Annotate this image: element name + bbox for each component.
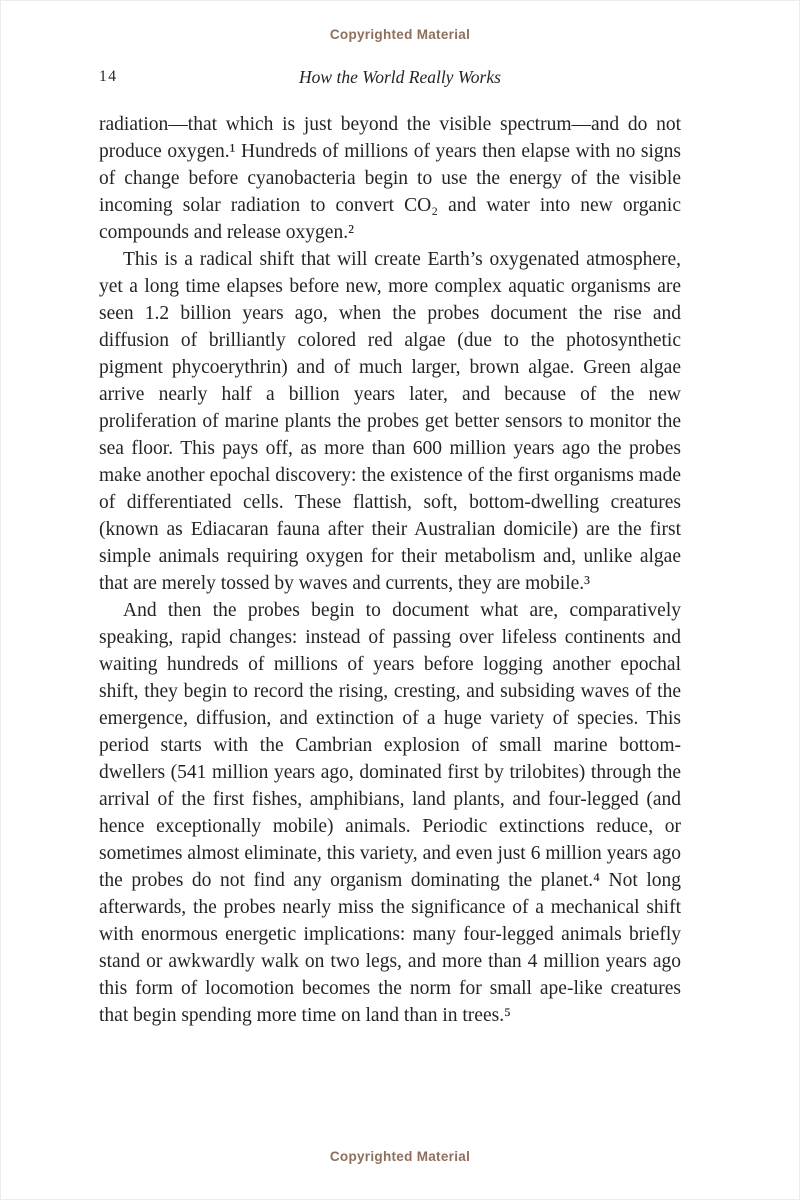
copyright-notice-top: Copyrighted Material xyxy=(329,27,471,42)
running-head-title: How the World Really Works xyxy=(299,67,501,87)
copyright-notice-bottom: Copyrighted Material xyxy=(329,1149,471,1164)
page-number: 14 xyxy=(99,68,118,85)
paragraph-3: And then the probes begin to document what are, comparatively speaking, rapid changes: instead of passing over lifeless continents and waiting hundreds of millions of years before logging another epochal shift, they begin to record the rising, cresting, and subsiding waves of the emergence, diffusion, and extinction of a huge variety of species. This period starts with the Cambrian explosion of small marine bottom-dwellers (541 million years ago, dominated first by trilobites) through the arrival of the first fishes, amphibians, land plants, and four-legged (and hence exceptionally mobile) animals. Periodic extinctions reduce, or sometimes almost eliminate, this variety, and even just 6 million years ago the probes do not find any organism dominating the planet.⁴ Not long afterwards, the probes nearly miss the significance of a mechanical shift with enormous energetic implications: many four-legged animals briefly stand or awkwardly walk on two legs, and more than 4 million years ago this form of locomotion becomes the norm for small ape-like creatures that begin spending more time on land than in trees.⁵ xyxy=(99,600,681,1026)
paragraph-2: This is a radical shift that will create Earth’s oxygenated atmosphere, yet a long time elapses before new, more complex aquatic organisms are seen 1.2 billion years ago, when the probes document the rise and diffusion of brilliantly colored red algae (due to the photosynthetic pigment phycoerythrin) and of much larger, brown algae. Green algae arrive nearly half a billion years later, and because of the new proliferation of marine plants the probes get better sensors to monitor the sea floor. This pays off, as more than 600 million years ago the probes make another epochal discovery: the existence of the first organisms made of differentiated cells. These flattish, soft, bottom-dwelling creatures (known as Ediacaran fauna after their Australian domicile) are the first simple animals requiring oxygen for their metabolism and, unlike algae that are merely tossed by waves and currents, they are mobile.³ xyxy=(99,249,681,594)
page-header xyxy=(0,67,800,88)
paragraph-1: radiation—that which is just beyond the visible spectrum—and do not produce oxygen.¹ Hundreds of millions of years then elapse with no signs of change before cyanobacteria begin to use the energy of the visible incoming solar radiation to convert CO₂ and water into new organic compounds and release oxygen.² xyxy=(99,114,681,243)
body-text-block xyxy=(99,111,681,1029)
